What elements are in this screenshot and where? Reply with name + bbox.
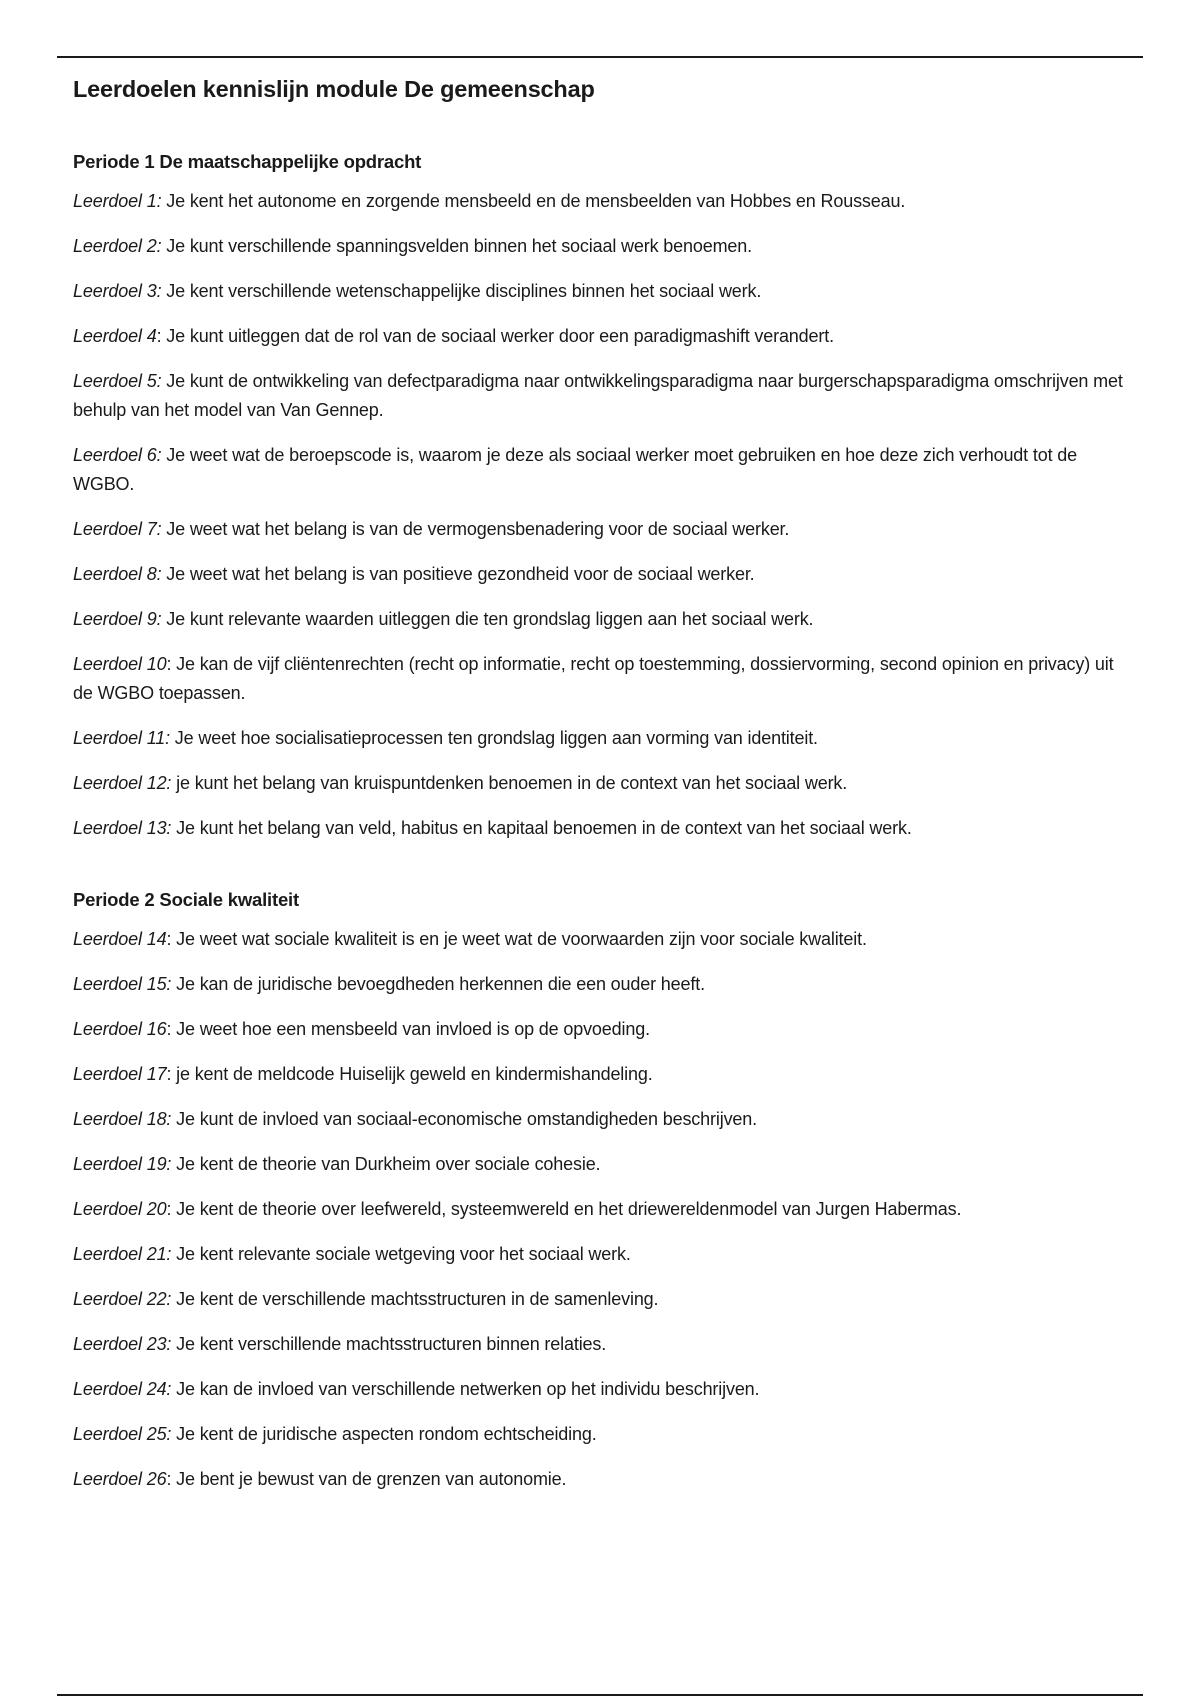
top-rule [57,56,1143,58]
learning-goal-text: : je kent de meldcode Huiselijk geweld en kindermishandeling. [166,1064,653,1084]
learning-goal-text: : Je weet wat sociale kwaliteit is en je weet wat de voorwaarden zijn voor sociale kwaliteit. [166,929,867,949]
learning-goal-label: Leerdoel 3: [73,281,162,301]
learning-goal-label: Leerdoel 1: [73,191,162,211]
learning-goal [73,650,1133,708]
learning-goal [73,1375,1133,1404]
learning-goal-text: Je kent de theorie van Durkheim over sociale cohesie. [171,1154,601,1174]
learning-goal [73,1420,1133,1449]
learning-goal [73,970,1133,999]
learning-goal [73,367,1133,425]
learning-goal-list [73,925,1133,1494]
learning-goal-text: Je kunt relevante waarden uitleggen die ten grondslag liggen aan het sociaal werk. [161,609,814,629]
learning-goal-text: Je weet wat het belang is van positieve gezondheid voor de sociaal werker. [161,564,755,584]
learning-goal-text: Je kan de juridische bevoegdheden herkennen die een ouder heeft. [171,974,705,994]
learning-goal [73,1060,1133,1089]
learning-goal-label: Leerdoel 21: [73,1244,172,1264]
learning-goal-label: Leerdoel 18: [73,1109,172,1129]
learning-goal-label: Leerdoel 7: [73,519,162,539]
learning-goal-label: Leerdoel 16 [73,1019,167,1039]
learning-goal-list [73,187,1133,843]
learning-goal [73,1240,1133,1269]
section-heading: Periode 2 Sociale kwaliteit [73,889,299,910]
learning-goal [73,1195,1133,1224]
learning-goal-label: Leerdoel 4 [73,326,157,346]
learning-goal-text: Je kunt het belang van veld, habitus en kapitaal benoemen in de context van het sociaal werk. [171,818,912,838]
learning-goal-label: Leerdoel 2: [73,236,162,256]
learning-goal-label: Leerdoel 9: [73,609,162,629]
learning-goal [73,1330,1133,1359]
learning-goal [73,1105,1133,1134]
learning-goal-text: Je kunt verschillende spanningsvelden binnen het sociaal werk benoemen. [161,236,753,256]
learning-goal-label: Leerdoel 10 [73,654,167,674]
learning-goal [73,277,1133,306]
learning-goal-text: : Je bent je bewust van de grenzen van autonomie. [166,1469,567,1489]
learning-goal-text: : Je kan de vijf cliëntenrechten (recht op informatie, recht op toestemming, dossiervorming, second opinion en privacy) uit de WGBO toepassen. [73,654,1114,703]
learning-goal-label: Leerdoel 11: [73,728,170,748]
learning-goal-text: Je weet wat de beroepscode is, waarom je deze als sociaal werker moet gebruiken en hoe deze zich verhoudt tot de WGBO. [73,445,1078,494]
learning-goal [73,1285,1133,1314]
learning-goal-text: : Je kunt uitleggen dat de rol van de sociaal werker door een paradigmashift verandert. [156,326,834,346]
learning-goal-label: Leerdoel 26 [73,1469,167,1489]
learning-goal-text: Je kent verschillende wetenschappelijke disciplines binnen het sociaal werk. [161,281,762,301]
learning-goal-label: Leerdoel 15: [73,974,172,994]
learning-goal [73,1465,1133,1494]
learning-goal-label: Leerdoel 5: [73,371,162,391]
learning-goal-label: Leerdoel 24: [73,1379,172,1399]
learning-goal [73,814,1133,843]
learning-goal-text: Je kunt de invloed van sociaal-economische omstandigheden beschrijven. [171,1109,757,1129]
learning-goal [73,925,1133,954]
learning-goal-label: Leerdoel 22: [73,1289,172,1309]
learning-goal-label: Leerdoel 12: [73,773,172,793]
learning-goal [73,1015,1133,1044]
learning-goal-text: Je kunt de ontwikkeling van defectparadigma naar ontwikkelingsparadigma naar burgerschapsparadigma omschrijven met behulp van het model van Van Gennep. [73,371,1123,420]
learning-goal [73,724,1133,753]
learning-goal-text: Je kan de invloed van verschillende netwerken op het individu beschrijven. [171,1379,760,1399]
bottom-rule [57,1694,1143,1696]
learning-goal-label: Leerdoel 23: [73,1334,172,1354]
learning-goal-label: Leerdoel 6: [73,445,162,465]
learning-goal-text: Je kent het autonome en zorgende mensbeeld en de mensbeelden van Hobbes en Rousseau. [161,191,906,211]
learning-goal-label: Leerdoel 14 [73,929,167,949]
document-body [73,76,1133,1510]
section-heading: Periode 1 De maatschappelijke opdracht [73,151,422,172]
learning-goal [73,515,1133,544]
section-periode-2 [73,889,1133,1494]
learning-goal-label: Leerdoel 17 [73,1064,167,1084]
learning-goal-text: Je kent de juridische aspecten rondom echtscheiding. [171,1424,597,1444]
learning-goal-label: Leerdoel 25: [73,1424,172,1444]
learning-goal-text: je kunt het belang van kruispuntdenken benoemen in de context van het sociaal werk. [171,773,848,793]
learning-goal-text: Je kent verschillende machtsstructuren binnen relaties. [171,1334,607,1354]
learning-goal [73,605,1133,634]
learning-goal-text: : Je weet hoe een mensbeeld van invloed is op de opvoeding. [166,1019,650,1039]
learning-goal-text: Je weet hoe socialisatieprocessen ten grondslag liggen aan vorming van identiteit. [169,728,818,748]
learning-goal [73,769,1133,798]
learning-goal-label: Leerdoel 20 [73,1199,167,1219]
learning-goal [73,560,1133,589]
learning-goal-label: Leerdoel 13: [73,818,172,838]
document-title: Leerdoelen kennislijn module De gemeenschap [73,76,595,102]
learning-goal [73,1150,1133,1179]
learning-goal-text: : Je kent de theorie over leefwereld, systeemwereld en het driewereldenmodel van Jurgen Habermas. [166,1199,962,1219]
learning-goal [73,232,1133,261]
learning-goal [73,441,1133,499]
learning-goal [73,187,1133,216]
learning-goal-label: Leerdoel 8: [73,564,162,584]
learning-goal-text: Je kent relevante sociale wetgeving voor het sociaal werk. [171,1244,631,1264]
section-periode-1 [73,151,1133,843]
learning-goal-text: Je kent de verschillende machtsstructuren in de samenleving. [171,1289,659,1309]
learning-goal [73,322,1133,351]
learning-goal-text: Je weet wat het belang is van de vermogensbenadering voor de sociaal werker. [161,519,790,539]
learning-goal-label: Leerdoel 19: [73,1154,172,1174]
